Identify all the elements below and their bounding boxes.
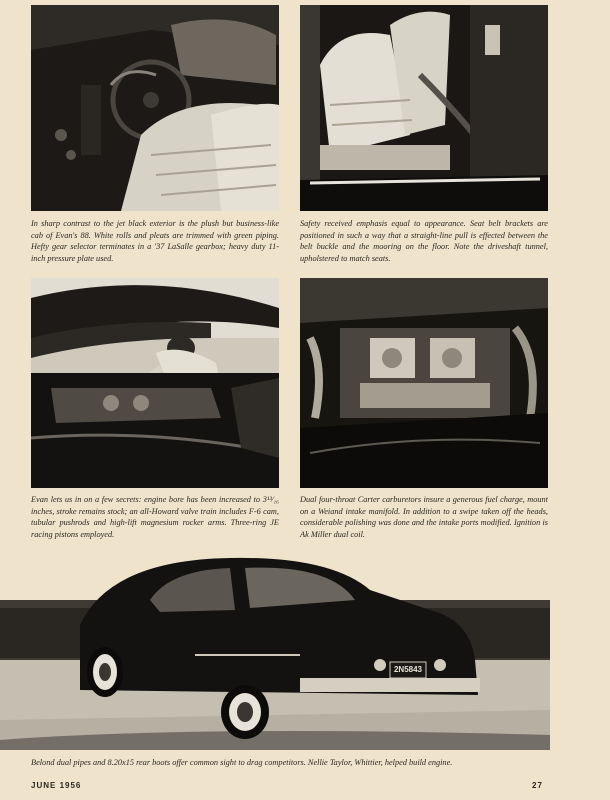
footer-page-number: 27 — [532, 781, 543, 790]
caption-carburetors: Dual four-throat Carter carburetors insure a generous fuel charge, mount on a Weiand intake manifold. In addition to a swipe taken off the heads, considerable polishing was done and the intake ports modified. Ignition is Ak Miller dual coil. — [300, 495, 548, 539]
photo-carburetors — [300, 278, 548, 488]
footer-date: JUNE 1956 — [31, 781, 82, 790]
photo-interior-cab — [31, 5, 279, 211]
photo-seat-belts — [300, 5, 548, 211]
photo-engine-work — [31, 278, 279, 488]
caption-rear-view: Belond dual pipes and 8.20x15 rear boots offer common sight to drag competitors. Nellie Taylor, Whittier, helped build engine. — [31, 758, 453, 767]
caption-seat-belts: Safety received emphasis equal to appearance. Seat belt brackets are positioned in such a way that a straight-line pull is effected between the belt buckle and the mooring on the floor. Note the driveshaft tunnel, upholstered to match seats. — [300, 219, 548, 263]
license-plate-text: 2N5843 — [393, 665, 423, 674]
photo-car-rear — [0, 550, 550, 750]
caption-cab: In sharp contrast to the jet black exterior is the plush but business-like cab of Evan's 88. White rolls and pleats are trimmed with green piping. Hefty gear selector terminates in a '37 LaSalle gearbox; heavy duty 11-inch pressure plate used. — [31, 219, 279, 263]
caption-engine-secrets: Evan lets us in on a few secrets: engine bore has been increased to 3¹³⁄₁₆ inches, stroke remains stock; an all-Howard valve train includes F-6 cam, tubular pushrods and high-lift magnesium rocker arms. Three-ring JE racing pistons employed. — [31, 495, 279, 539]
